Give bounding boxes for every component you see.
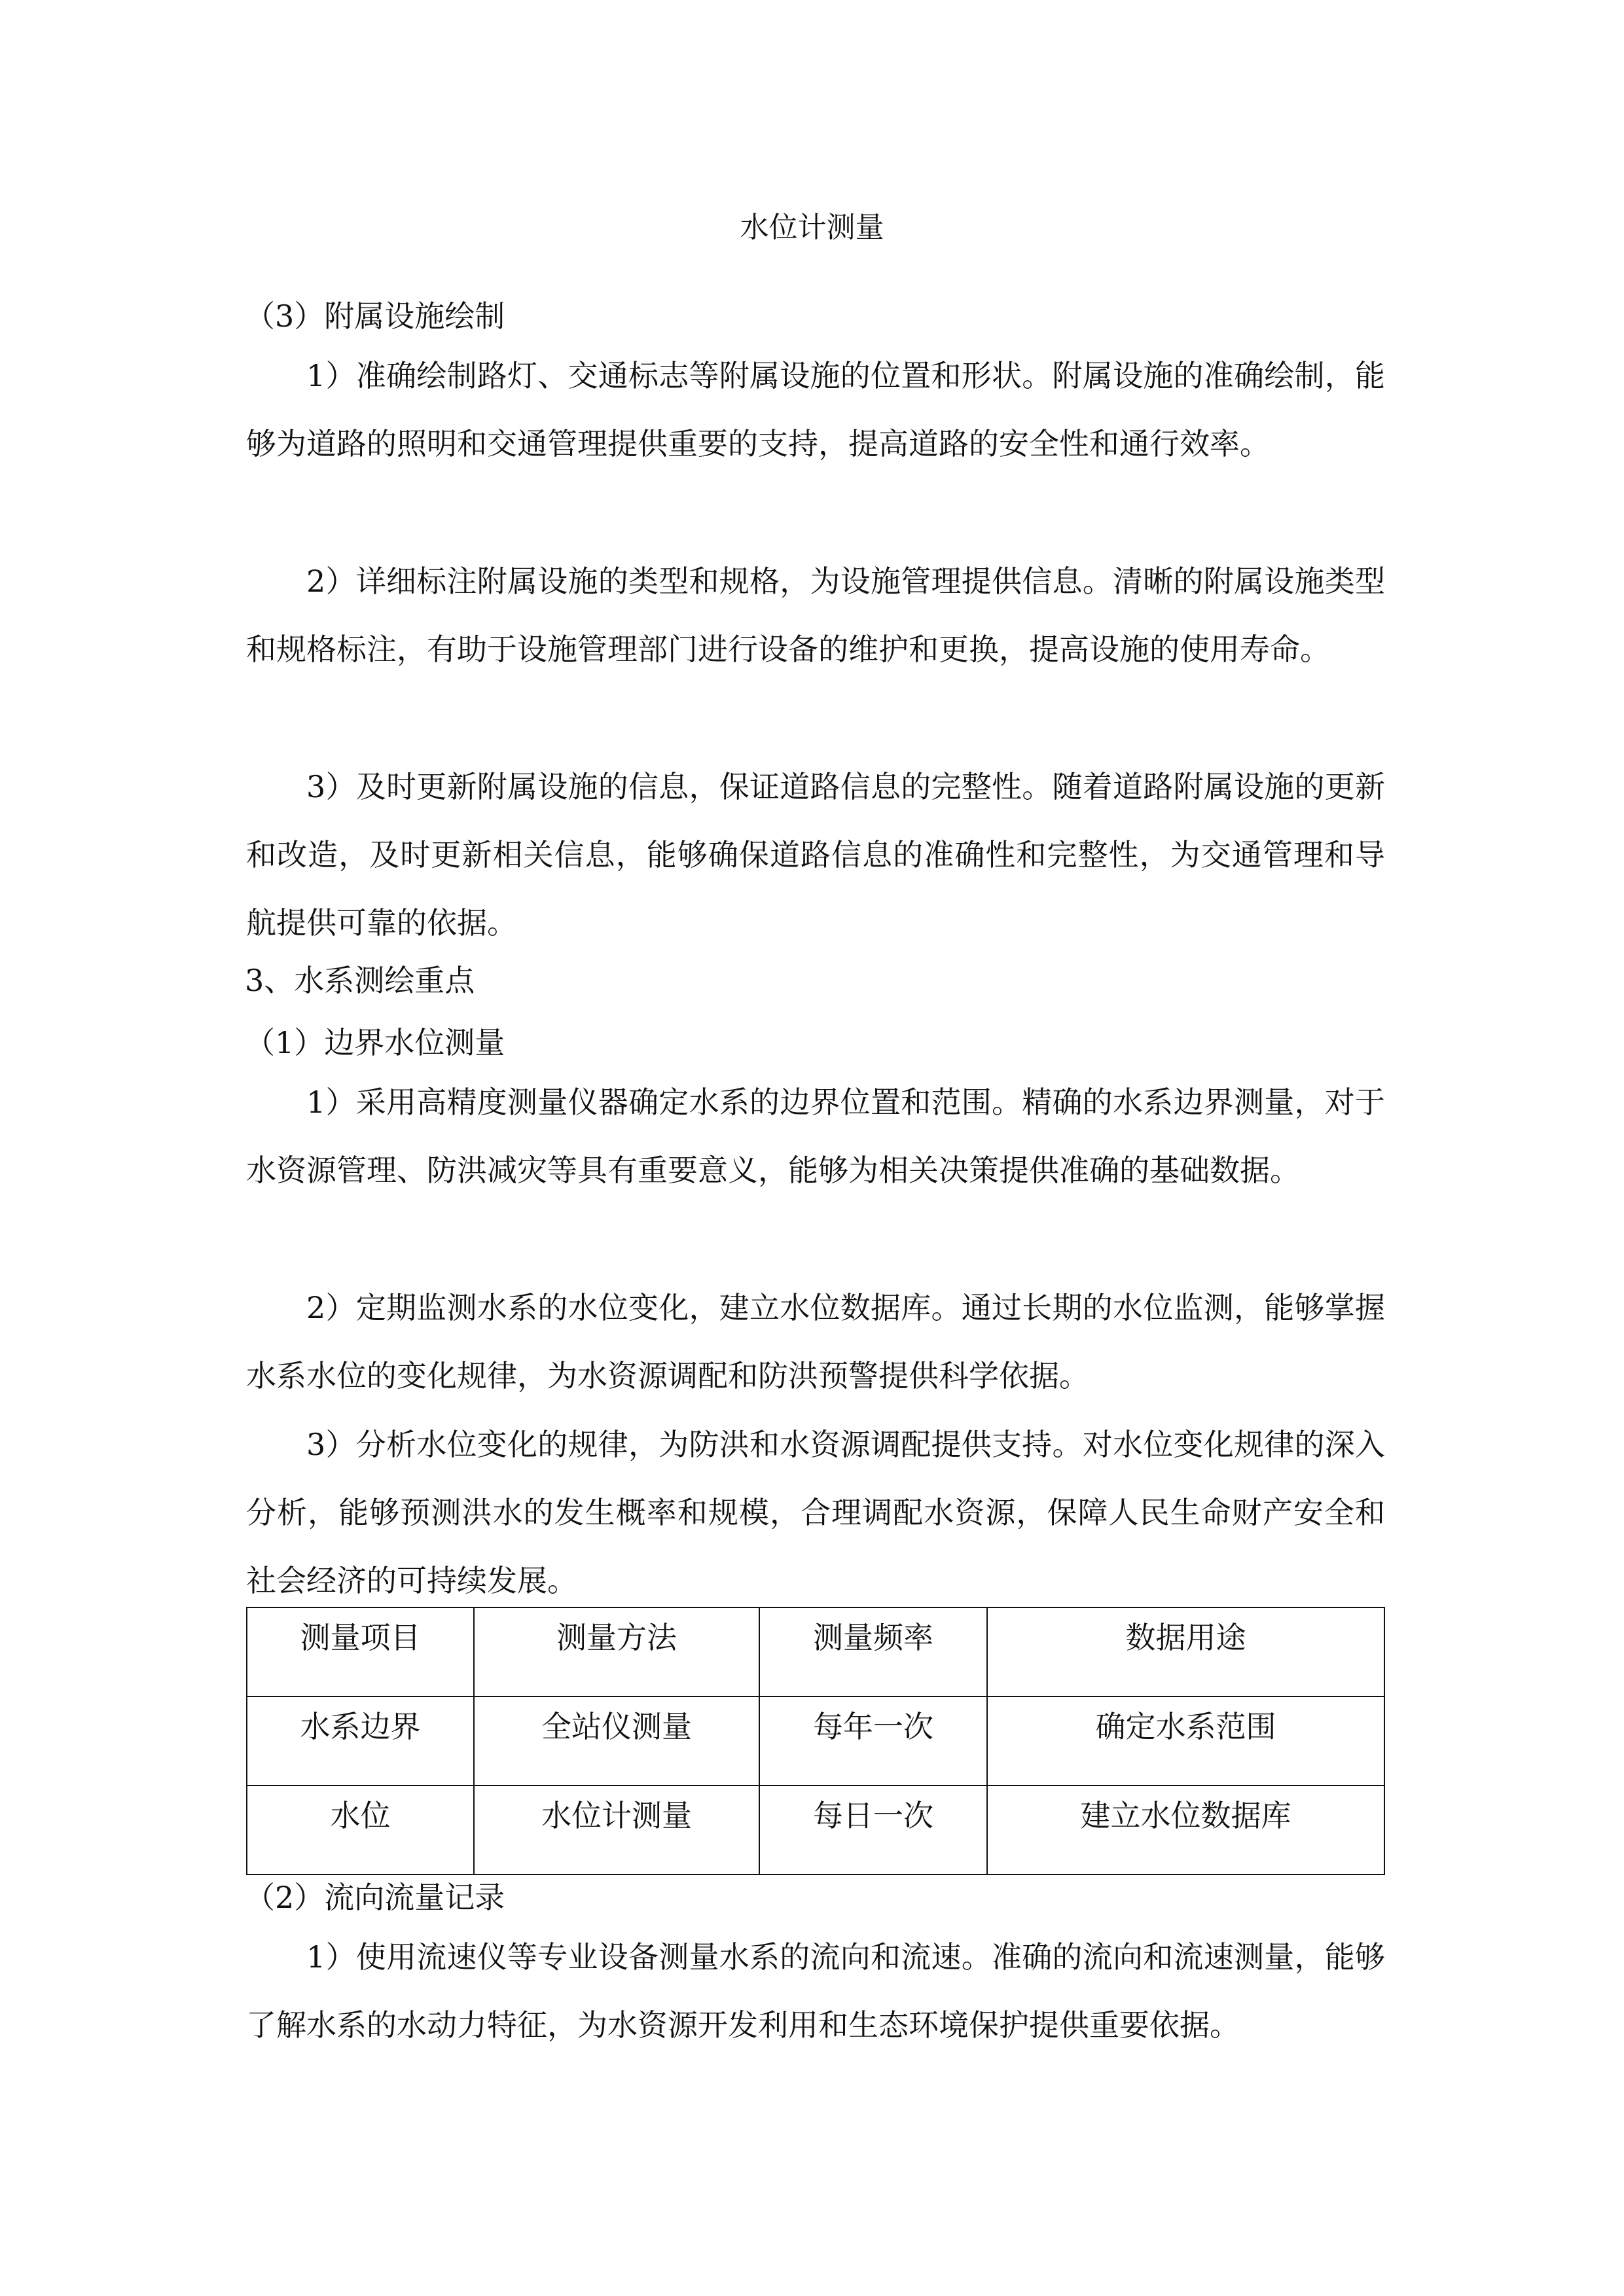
table-cell: 水位 — [247, 1785, 474, 1874]
table-cell: 每日一次 — [759, 1785, 987, 1874]
paragraph-s2-1: 1）使用流速仪等专业设备测量水系的流向和流速。准确的流向和流速测量，能够了解水系的水动力特征，为水资源开发利用和生态环境保护提供重要依据。 — [246, 1939, 1385, 2043]
table-row — [247, 1785, 1384, 1874]
section-heading-2: （2）流向流量记录 — [245, 1880, 505, 1915]
paragraph-s3-3: 3）及时更新附属设施的信息，保证道路信息的完整性。随着道路附属设施的更新和改造，及时更新相关信息，能够确保道路信息的准确性和完整性，为交通管理和导航提供可靠的依据。 — [246, 769, 1385, 941]
section-heading-1: （1）边界水位测量 — [245, 1025, 505, 1060]
table-header-cell: 数据用途 — [987, 1607, 1384, 1696]
table-cell: 水位计测量 — [474, 1785, 759, 1874]
main-section-heading: 3、水系测绘重点 — [245, 963, 475, 998]
table-header-cell: 测量项目 — [247, 1607, 474, 1696]
table-header-row — [247, 1607, 1384, 1696]
table-cell: 全站仪测量 — [474, 1696, 759, 1785]
table-cell: 每年一次 — [759, 1696, 987, 1785]
paragraph-s1-2: 2）定期监测水系的水位变化，建立水位数据库。通过长期的水位监测，能够掌握水系水位的变化规律，为水资源调配和防洪预警提供科学依据。 — [246, 1290, 1385, 1393]
section-heading-3: （3）附属设施绘制 — [245, 298, 505, 334]
measurement-table — [246, 1607, 1385, 1875]
table-cell: 确定水系范围 — [987, 1696, 1384, 1785]
paragraph-s3-1: 1）准确绘制路灯、交通标志等附属设施的位置和形状。附属设施的准确绘制，能够为道路的照明和交通管理提供重要的支持，提高道路的安全性和通行效率。 — [246, 358, 1385, 461]
table-header-cell: 测量频率 — [759, 1607, 987, 1696]
paragraph-s1-1: 1）采用高精度测量仪器确定水系的边界位置和范围。精确的水系边界测量，对于水资源管理、防洪减灾等具有重要意义，能够为相关决策提供准确的基础数据。 — [246, 1085, 1385, 1188]
table-header-cell: 测量方法 — [474, 1607, 759, 1696]
table-row — [247, 1696, 1384, 1785]
paragraph-s3-2: 2）详细标注附属设施的类型和规格，为设施管理提供信息。清晰的附属设施类型和规格标注，有助于设施管理部门进行设备的维护和更换，提高设施的使用寿命。 — [246, 564, 1385, 667]
table-cell: 水系边界 — [247, 1696, 474, 1785]
page-header-title: 水位计测量 — [740, 211, 884, 244]
table-cell: 建立水位数据库 — [987, 1785, 1384, 1874]
paragraph-s1-3: 3）分析水位变化的规律，为防洪和水资源调配提供支持。对水位变化规律的深入分析，能够预测洪水的发生概率和规模，合理调配水资源，保障人民生命财产安全和社会经济的可持续发展。 — [246, 1427, 1385, 1598]
